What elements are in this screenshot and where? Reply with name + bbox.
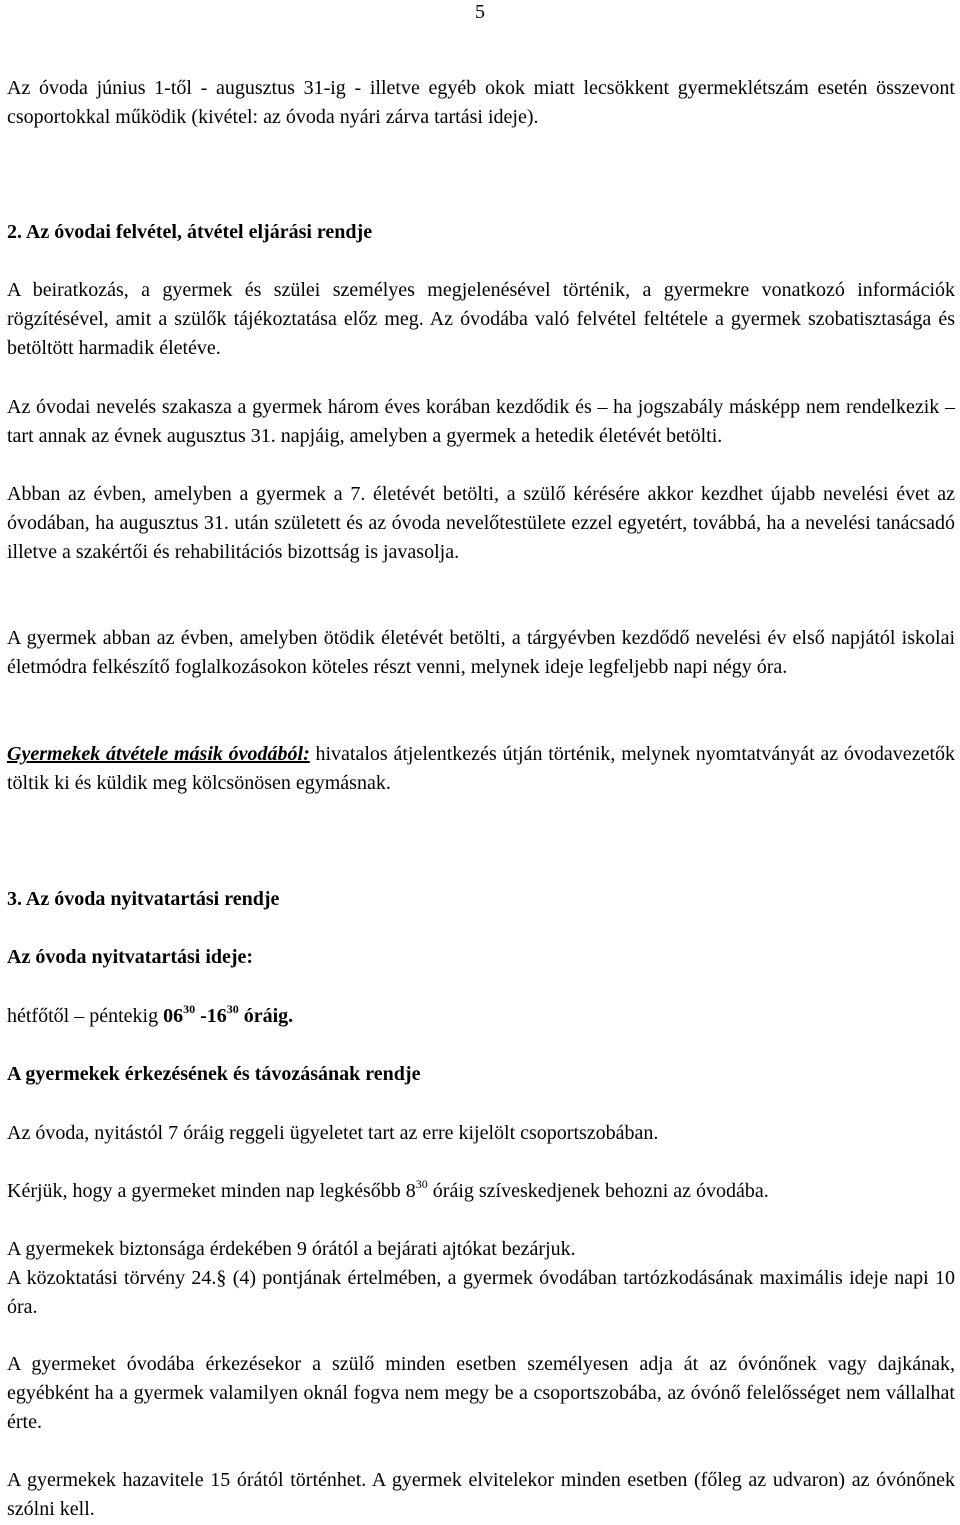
arrival-time-paragraph [7,1177,955,1206]
section-2-paragraph-4: A gyermek abban az évben, amelyben ötödik életévét betölti, a tárgyévben kezdődő nevelési év első napjától iskolai életmódra felkészítő foglalkozásokon köteles részt venni, melynek ideje legfeljebb napi négy óra. [7,627,955,678]
section-2-heading [7,218,372,247]
hours-close-min: 30 [226,1002,239,1016]
pickup-paragraph: A gyermekek hazavitele 15 órától történhet. A gyermek elvitelekor minden esetben (főleg az udvaron) az óvónőnek szólni kell. [7,1469,955,1520]
hours-suffix: óráig. [238,1005,294,1027]
section-2-title: Az óvodai felvétel, átvétel eljárási rendje [25,221,373,243]
section-2-paragraph-1: A beiratkozás, a gyermek és szülei személyes megjelenésével történik, a gyermekre vonatkozó információk rögzítésével, amit a szülők tájékoztatása előz meg. Az óvodába való felvétel feltétele a gyermek szobatisztasága és betöltött harmadik életéve. [7,279,955,359]
arrival-rules-title: A gyermekek érkezésének és távozásának rendje [7,1063,421,1085]
intro-paragraph: Az óvoda június 1-től - augusztus 31-ig - illetve egyéb okok miatt lecsökkent gyermeklétszám esetén összevont csoportokkal működik (kivétel: az óvoda nyári zárva tartási ideje). [7,77,955,128]
hours-sep: -16 [195,1005,227,1027]
transfer-lead: Gyermekek átvétele másik óvodából: [7,743,310,765]
section-2-paragraph-2: Az óvodai nevelés szakasza a gyermek három éves korában kezdődik és – ha jogszabály másképp nem rendelkezik – tart annak az évnek augusztus 31. napjáig, amelyben a gyermek a hetedik életévét betölti. [7,396,955,447]
law-paragraph: A közoktatási törvény 24.§ (4) pontjának értelmében, a gyermek óvodában tartózkodásának maximális ideje napi 10 óra. [7,1267,955,1318]
opening-hours-subtitle: Az óvoda nyitvatartási ideje: [7,946,254,968]
hours-prefix: hétfőtől – péntekig [7,1005,164,1027]
arrival-text-b: óráig szíveskedjenek behozni az óvodába. [427,1180,769,1202]
security-paragraph: A gyermekek biztonsága érdekében 9 órától a bejárati ajtókat bezárjuk. [7,1238,576,1260]
morning-duty-paragraph: Az óvoda, nyitástól 7 óráig reggeli ügyeletet tart az erre kijelölt csoportszobában. [7,1122,659,1144]
hours-open: 06 [163,1005,184,1027]
section-3-title: Az óvoda nyitvatartási rendje [25,888,280,910]
section-2-paragraph-3: Abban az évben, amelyben a gyermek a 7. életévét betölti, a szülő kérésére akkor kezdhet újabb nevelési évet az óvodában, ha augusztus 31. után született és az óvoda nevelőtestülete ezzel egyetért, továbbá, ha a nevelési tanácsadó illetve a szakértői és rehabilitációs bizottság is javasolja. [7,483,955,563]
section-3-number: 3. [7,888,22,910]
section-2-number: 2. [7,221,22,243]
transfer-text: hivatalos átjelentkezés útján történik, melynek nyomtatványát az óvodavezetők töltik ki és küldik meg kölcsönösen egymásnak. [7,743,955,794]
arrival-text-a: Kérjük, hogy a gyermeket minden nap legkésőbb 8 [7,1180,416,1202]
section-2-paragraph-5 [7,740,955,798]
handover-paragraph: A gyermeket óvodába érkezésekor a szülő minden esetben személyesen adja át az óvónőnek vagy dajkának, egyébként ha a gyermek valamilyen oknál fogva nem megy be a csoportszobába, az óvónő felelősséget nem vállalhat érte. [7,1353,955,1433]
page-number: 5 [475,1,485,23]
arrival-sup: 30 [415,1177,428,1191]
hours-open-min: 30 [183,1002,196,1016]
section-3-heading [7,885,279,914]
opening-hours-line [7,1002,955,1031]
